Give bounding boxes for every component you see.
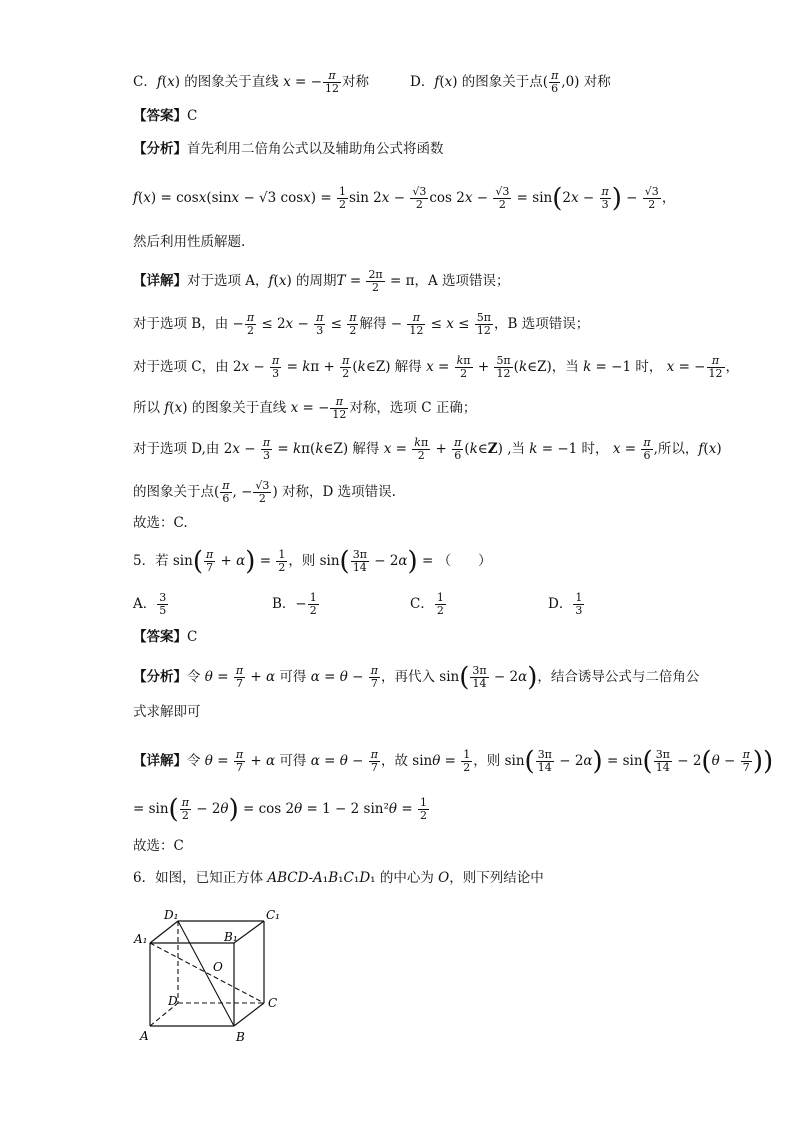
q5-detail-1: 【详解】令 θ = $\frac{\pi}{7}$ + α 可得 α = θ − $\frac{\pi}{7}$ ，故 sinθ = $\frac{1}{2}$ ，则 sin( $\frac{3\pi}{14}$ − 2α) = sin( $\frac{3\pi}{14}$ − 2(θ − $\frac{\pi}{7}$ )) [133, 746, 774, 777]
edge-bc [234, 1003, 264, 1026]
q4-option-d: D．f(x) 的图象关于点( $\frac{\pi}{6}$ ,0) 对称 [410, 69, 611, 95]
edge-b1c1 [234, 921, 264, 943]
q5-option-b: B．− $\frac{1}{2}$ [272, 591, 317, 617]
q5-stem: 5．若 sin( $\frac{\pi}{7}$ + α) = $\frac{1}{2}$ ，则 sin( $\frac{3\pi}{14}$ − 2α) = （ ） [133, 546, 492, 577]
q4-detail-d2: 的图象关于点( $\frac{\pi}{6}$ , − $\frac{√3}{2}$ ) 对称，D 选项错误. [133, 479, 396, 505]
q5-option-c: C． $\frac{1}{2}$ [410, 591, 444, 617]
q5-choose: 故选：C [133, 838, 184, 854]
label-b1: B₁ [224, 930, 238, 944]
q4-detail-c2: 所以 f(x) 的图象关于直线 x = − $\frac{\pi}{12}$ 对称，选项 C 正确； [133, 395, 477, 421]
q4-then: 然后利用性质解题. [133, 234, 246, 250]
q4-choose: 故选：C. [133, 515, 188, 531]
q5-answer: 【答案】C [133, 629, 198, 645]
q4-detail-c1: 对于选项 C，由 2x − $\frac{\pi}{3}$ = kπ + $\frac{\pi}{2}$ (k∈Z) 解得 x = $\frac{k\pi}{2}$ + $\frac{5\pi}{12}$ (k∈Z)，当 k = −1 时， x = − $\frac{\pi}{12}$ ， [133, 354, 739, 380]
label-a1: A₁ [134, 932, 148, 946]
q5-analysis-2: 式求解即可 [133, 704, 201, 720]
q4-detail-d1: 对于选项 D,由 2x − $\frac{\pi}{3}$ = kπ(k∈Z) 解得 x = $\frac{k\pi}{2}$ + $\frac{\pi}{6}$ (k∈Z) ,当 k = −1 时， x = $\frac{\pi}{6}$ ,所以，f(x) [133, 436, 722, 462]
q4-analysis: 【分析】首先利用二倍角公式以及辅助角公式将函数 [133, 141, 444, 157]
label-c1: C₁ [266, 908, 280, 922]
cube-figure [130, 903, 290, 1048]
q4-option-c: C．f(x) 的图象关于直线 x = − $\frac{\pi}{12}$ 对称 [133, 69, 369, 95]
q5-option-d: D． $\frac{1}{3}$ [548, 591, 583, 617]
q4-detail-b: 对于选项 B，由 − $\frac{\pi}{2}$ ≤ 2x − $\frac{\pi}{3}$ ≤ $\frac{\pi}{2}$ 解得 − $\frac{\pi}{12}$ ≤ x ≤ $\frac{5\pi}{12}$ ，B 选项错误； [133, 311, 590, 337]
q4-detail-a: 【详解】对于选项 A，f(x) 的周期T = $\frac{2\pi}{2}$ = π，A 选项错误； [133, 268, 510, 294]
label-o: O [213, 960, 223, 974]
q4-answer: 【答案】C [133, 108, 198, 124]
label-a: A [140, 1029, 149, 1043]
q5-detail-2: = sin( $\frac{\pi}{2}$ − 2θ) = cos 2θ = 1 − 2 sin²θ = $\frac{1}{2}$ [133, 794, 427, 825]
q4-formula: f(x) = cosx(sinx − √3 cosx) = $\frac{1}{2}$ sin 2x − $\frac{√3}{2}$ cos 2x − $\frac{√3}{2}$ = sin(2x − $\frac{\pi}{3}$ ) − $\frac{√3}{2}$ ， [133, 183, 676, 214]
label-d: D [168, 994, 178, 1008]
q5-analysis-1: 【分析】令 θ = $\frac{\pi}{7}$ + α 可得 α = θ − $\frac{\pi}{7}$ ，再代入 sin( $\frac{3\pi}{14}$ − 2α)，结合诱导公式与二倍角公 [133, 662, 700, 693]
label-c: C [268, 996, 278, 1010]
label-b: B [236, 1030, 245, 1044]
q6-stem: 6．如图，已知正方体 ABCD-A₁B₁C₁D₁ 的中心为 O，则下列结论中 [133, 870, 544, 886]
edge-a1d1 [150, 921, 178, 943]
label-d1: D₁ [164, 908, 179, 922]
q5-option-a: A． $\frac{3}{5}$ [133, 591, 167, 617]
